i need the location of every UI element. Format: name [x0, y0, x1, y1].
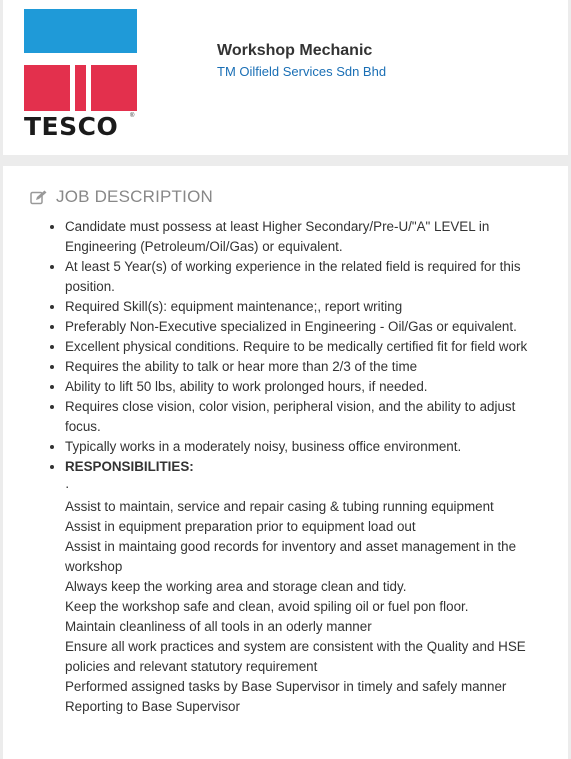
- list-item: • Candidate must possess at least Higher Secondary/Pre-U/"A" LEVEL in Engineering (Petroleum/Oil/Gas) or equivalent.: [65, 217, 552, 257]
- list-item: • Preferably Non-Executive specialized in Engineering - Oil/Gas or equivalent.: [65, 317, 552, 337]
- edit-icon: [30, 190, 47, 205]
- list-item: • Ability to lift 50 lbs, ability to work prolonged hours, if needed.: [65, 377, 552, 397]
- list-item: • Requires close vision, color vision, peripheral vision, and the ability to adjust focus.: [65, 397, 552, 437]
- company-logo: [24, 9, 137, 139]
- logo-blue-block: [24, 9, 137, 53]
- responsibility-line: Assist in maintaing good records for inventory and asset management in the workshop: [65, 539, 517, 574]
- responsibility-line: Ensure all work practices and system are consistent with the Quality and HSE policies and relevant statutory requirement: [65, 639, 526, 674]
- list-item: • At least 5 Year(s) of working experience in the related field is required for this position.: [65, 257, 552, 297]
- job-header-card: [3, 0, 568, 155]
- logo-red-block-right: [91, 65, 137, 111]
- responsibilities-marker: ·: [65, 479, 70, 494]
- company-link[interactable]: TM Oilfield Services Sdn Bhd: [217, 64, 387, 79]
- responsibility-line: Assist in equipment preparation prior to equipment load out: [65, 519, 416, 534]
- section-heading: [30, 187, 213, 207]
- responsibilities-label: • RESPONSIBILITIES:: [65, 459, 194, 474]
- responsibility-line: Maintain cleanliness of all tools in an oderly manner: [65, 619, 372, 634]
- requirements-list: [30, 217, 552, 717]
- list-item: • Excellent physical conditions. Require to be medically certified fit for field work: [65, 337, 552, 357]
- list-item: • Typically works in a moderately noisy, business office environment.: [65, 437, 552, 457]
- responsibility-line: Performed assigned tasks by Base Supervisor in timely and safely manner: [65, 679, 507, 694]
- list-item: • Required Skill(s): equipment maintenance;, report writing: [65, 297, 552, 317]
- responsibilities-item: [65, 457, 552, 717]
- job-description-card: [3, 166, 568, 759]
- responsibility-line: Always keep the working area and storage clean and tidy.: [65, 579, 407, 594]
- job-title: Workshop Mechanic: [217, 42, 373, 59]
- responsibility-line: Assist to maintain, service and repair casing & tubing running equipment: [65, 499, 494, 514]
- logo-wordmark: TESCO: [24, 112, 119, 141]
- logo-registered-mark: ®: [130, 113, 135, 119]
- responsibility-line: Keep the workshop safe and clean, avoid spiling oil or fuel pon floor.: [65, 599, 469, 614]
- description-content: [30, 217, 552, 717]
- list-item: • Requires the ability to talk or hear more than 2/3 of the time: [65, 357, 552, 377]
- logo-red-block-middle: [75, 65, 86, 111]
- section-heading-text: JOB DESCRIPTION: [56, 187, 213, 206]
- logo-red-block-left: [24, 65, 70, 111]
- responsibility-line: Reporting to Base Supervisor: [65, 699, 240, 714]
